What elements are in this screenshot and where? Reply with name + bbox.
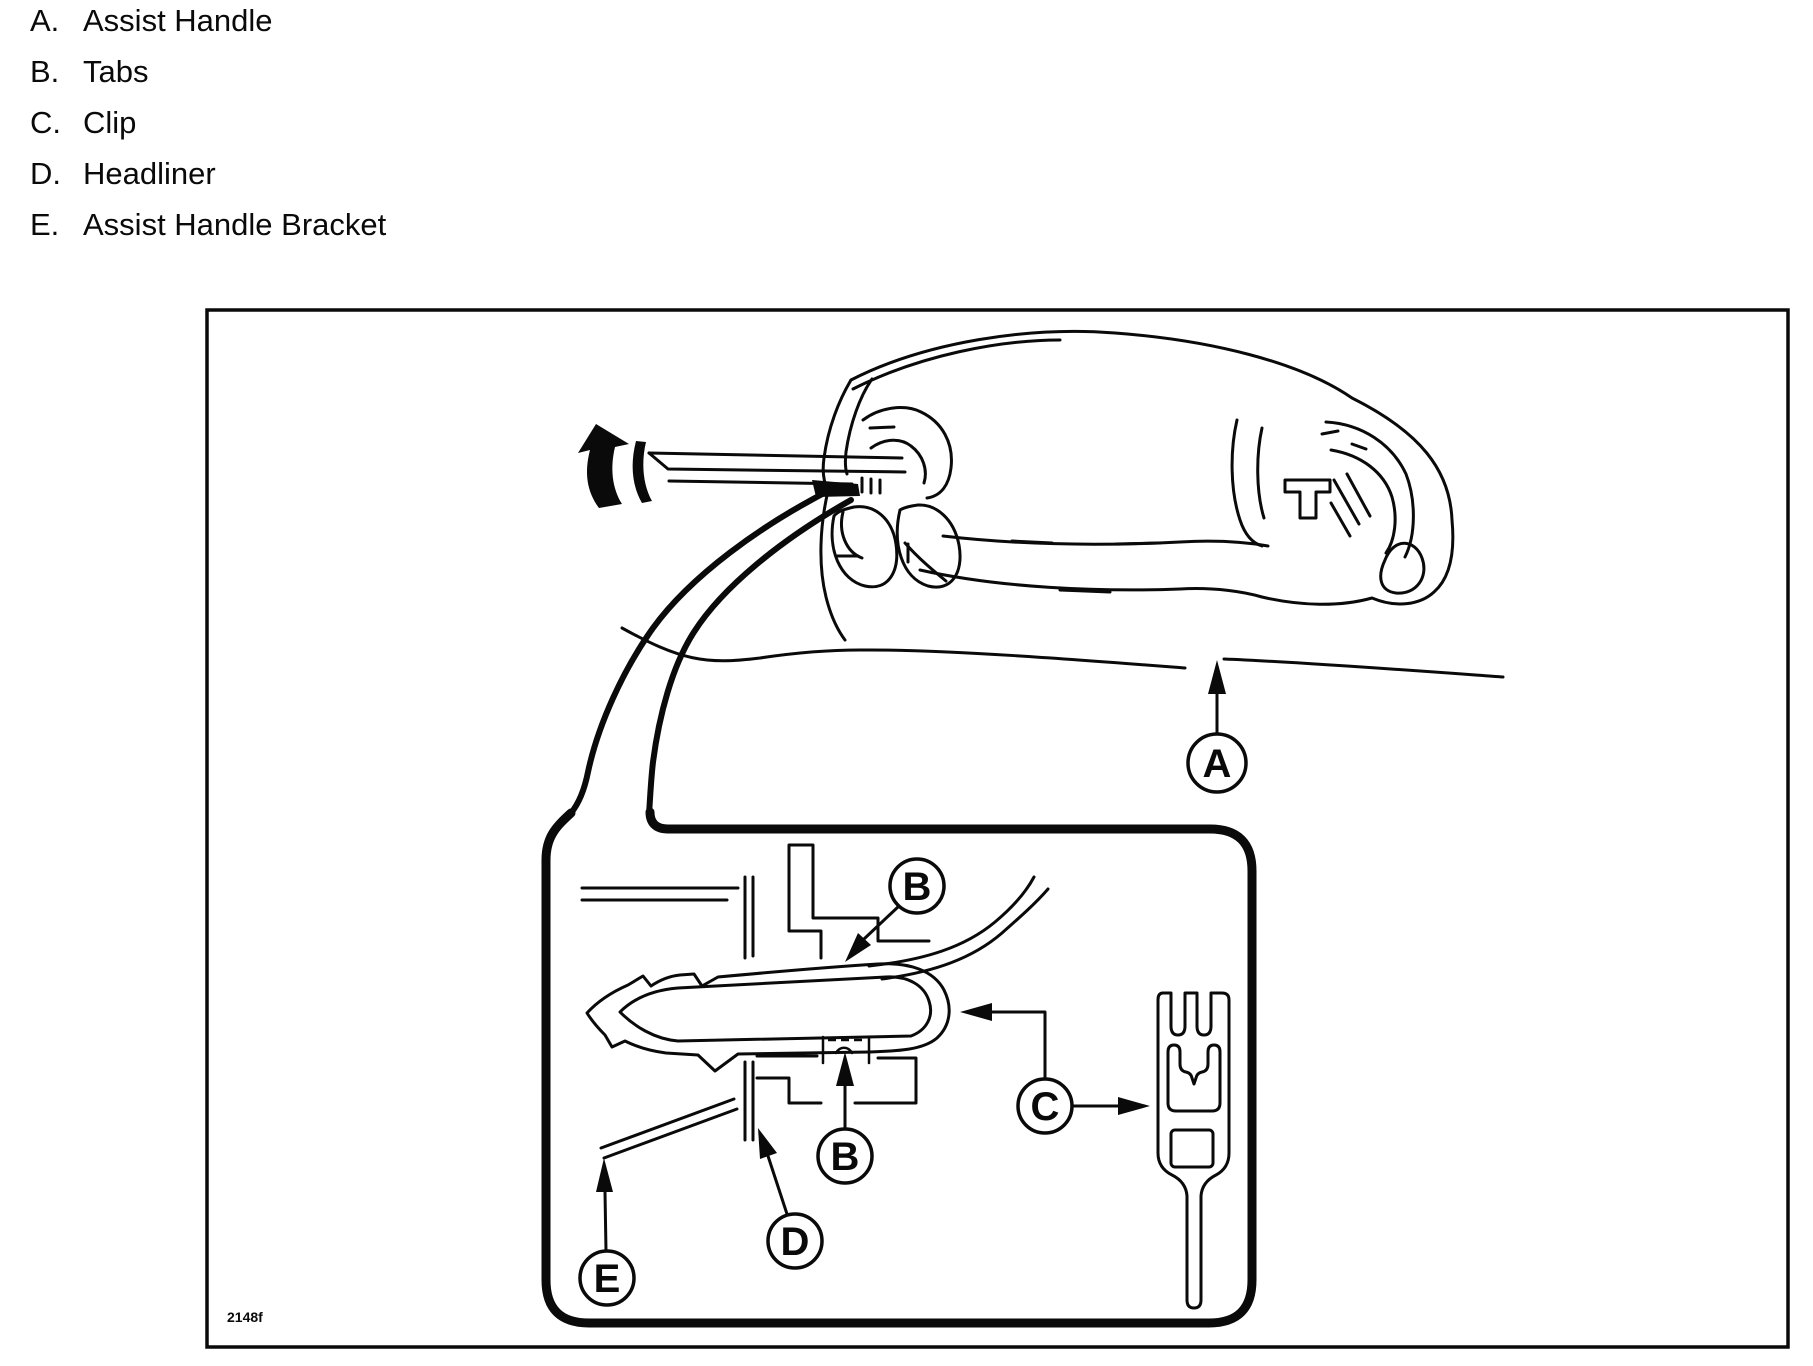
callout-d-arrow [768,1156,787,1214]
legend-letter: E. [30,207,60,242]
clip-drawing [1158,993,1229,1308]
headliner-line [622,628,1503,677]
legend-label: Tabs [83,54,149,89]
headliner-edge-vertical-upper [745,877,753,958]
left-end-cap [821,379,960,640]
detail-drawing [582,845,1229,1308]
legend-letter: C. [30,105,61,140]
legend-letter: D. [30,156,61,191]
arrow-right-icon [1118,1097,1150,1115]
legend-label: Assist Handle Bracket [83,207,387,242]
grip-bottom-edge [920,570,1262,597]
arrow-up-icon [596,1158,613,1192]
pry-up-arrow-icon [578,424,652,508]
arrow-up-left-icon [758,1128,777,1159]
arrow-up-icon [1208,660,1226,694]
clip-pocket-inner [620,977,931,1041]
headliner-edge-upper [582,888,738,900]
bracket-edge-diagonal [601,1099,737,1158]
callout-e [580,1158,634,1305]
callout-b-bottom-letter: B [830,1135,860,1179]
callout-c-letter: C [1030,1085,1060,1129]
legend-label: Assist Handle [83,3,273,38]
grip-top-edge [943,536,1268,546]
callout-a-letter: A [1202,742,1232,786]
callout-b-top [845,859,944,962]
right-bracket-t [1285,480,1330,518]
arrow-up-icon [836,1052,854,1086]
callout-c [960,1003,1150,1133]
callout-d-letter: D [780,1220,810,1264]
callout-b-top-arrow [864,906,899,939]
callout-d [758,1128,822,1268]
part-number: 2148f [227,1309,263,1325]
headliner-edge-vertical-lower [745,1062,753,1140]
legend-letter: B. [30,54,60,89]
callout-a [1188,660,1246,792]
bracket-section-lower [757,1056,916,1103]
legend-label: Clip [83,105,137,140]
callout-e-letter: E [593,1257,621,1301]
arrow-left-icon [960,1003,992,1021]
handle-tabs [862,478,880,493]
legend-letter: A. [30,3,60,38]
assist-handle-drawing [821,331,1453,640]
callout-c-arrow-left [992,1012,1045,1079]
pry-tool [649,453,905,497]
callout-b-bottom [818,1052,872,1183]
callout-b-top-letter: B [902,865,932,909]
right-end-cap [1285,422,1424,593]
legend-label: Headliner [83,156,216,191]
callout-e-arrow [605,1192,606,1251]
